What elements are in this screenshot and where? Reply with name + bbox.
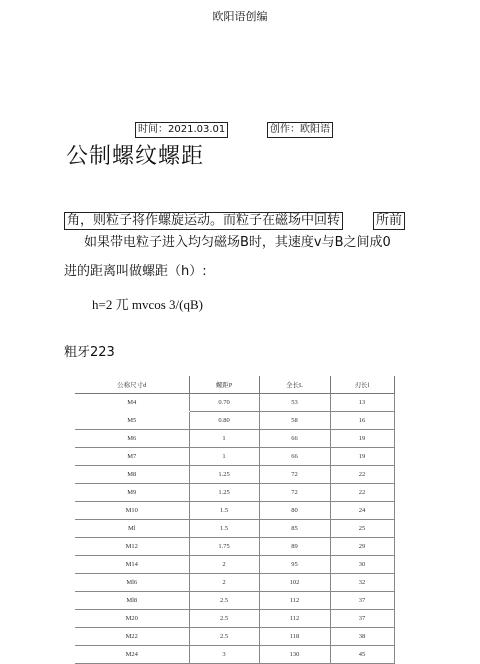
table-row bbox=[75, 574, 394, 592]
cell-edge-length: 22 bbox=[330, 466, 394, 484]
cell-length: 58 bbox=[259, 412, 330, 430]
cell-size: M10 bbox=[75, 502, 189, 520]
thread-pitch-table bbox=[75, 376, 395, 664]
cell-edge-length: 13 bbox=[330, 394, 394, 412]
table-row bbox=[75, 502, 394, 520]
cell-edge-length: 37 bbox=[330, 592, 394, 610]
table-row bbox=[75, 394, 394, 412]
table-row bbox=[75, 538, 394, 556]
cell-pitch: 1.25 bbox=[189, 466, 259, 484]
table-row bbox=[75, 430, 394, 448]
cell-edge-length: 24 bbox=[330, 502, 394, 520]
cell-edge-length: 19 bbox=[330, 430, 394, 448]
cell-edge-length: 22 bbox=[330, 484, 394, 502]
cell-pitch: 0.70 bbox=[189, 394, 259, 412]
header-cutting-length: 刃长l bbox=[330, 376, 394, 394]
cell-edge-length: 19 bbox=[330, 448, 394, 466]
cell-length: 95 bbox=[259, 556, 330, 574]
table-row bbox=[75, 484, 394, 502]
cell-length: 66 bbox=[259, 430, 330, 448]
cell-pitch: 1 bbox=[189, 448, 259, 466]
cell-length: 66 bbox=[259, 448, 330, 466]
cell-size: M4 bbox=[127, 399, 137, 406]
cell-pitch: 0.80 bbox=[189, 412, 259, 430]
cell-size: Ml8 bbox=[75, 592, 189, 610]
cell-pitch: 2 bbox=[189, 556, 259, 574]
cell-length: 85 bbox=[259, 520, 330, 538]
cell-size: M9 bbox=[75, 484, 189, 502]
cell-edge-length: 29 bbox=[330, 538, 394, 556]
cell-pitch: 3 bbox=[189, 646, 259, 664]
cell-length: 112 bbox=[259, 610, 330, 628]
cell-length: 130 bbox=[259, 646, 330, 664]
section-heading: 粗牙223 bbox=[64, 345, 115, 360]
cell-length: 89 bbox=[259, 538, 330, 556]
table-row bbox=[75, 628, 394, 646]
table-row bbox=[75, 592, 394, 610]
cell-edge-length: 25 bbox=[330, 520, 394, 538]
cell-edge-length: 45 bbox=[330, 646, 394, 664]
table-row bbox=[75, 412, 394, 430]
header-pitch: 螺距P bbox=[189, 376, 259, 394]
cell-edge-length: 30 bbox=[330, 556, 394, 574]
cell-length: 112 bbox=[259, 592, 330, 610]
cell-size: M14 bbox=[75, 556, 189, 574]
cell-pitch: 1 bbox=[189, 430, 259, 448]
page-header: 欧阳语创编 bbox=[212, 10, 268, 23]
cell-size: M7 bbox=[75, 448, 189, 466]
document-title: 公制螺纹螺距 bbox=[66, 144, 205, 169]
body-line-1-end: 所前 bbox=[373, 212, 405, 230]
cell-size: M5 bbox=[75, 412, 189, 430]
cell-edge-length: 37 bbox=[330, 610, 394, 628]
time-stamp: 时间：2021.03.01 bbox=[135, 122, 228, 138]
cell-length: 72 bbox=[259, 484, 330, 502]
cell-size: Ml6 bbox=[75, 574, 189, 592]
table-header-row bbox=[75, 376, 394, 394]
table-row bbox=[75, 520, 394, 538]
cell-size: M8 bbox=[75, 466, 189, 484]
table-row bbox=[75, 556, 394, 574]
body-line-3: 进的距离叫做螺距（h）: bbox=[64, 264, 207, 279]
table-row bbox=[75, 466, 394, 484]
cell-pitch: 1.5 bbox=[189, 520, 259, 538]
body-line-1: 角，则粒子将作螺旋运动。而粒子在磁场中回转 bbox=[64, 212, 343, 230]
cell-size: M6 bbox=[75, 430, 189, 448]
cell-edge-length: 32 bbox=[330, 574, 394, 592]
pitch-formula: h=2 兀 mvcos 3/(qB) bbox=[92, 297, 203, 312]
cell-length: 72 bbox=[259, 466, 330, 484]
cell-pitch: 2.5 bbox=[189, 592, 259, 610]
body-line-2: 如果带电粒子进入均匀磁场B时，其速度v与B之间成0 bbox=[84, 235, 391, 250]
table-row bbox=[75, 448, 394, 466]
cell-size: M24 bbox=[75, 646, 189, 664]
cell-pitch: 1.5 bbox=[189, 502, 259, 520]
header-nominal-size: 公称尺寸d bbox=[75, 376, 189, 394]
cell-edge-length: 16 bbox=[330, 412, 394, 430]
header-total-length: 全长L bbox=[259, 376, 330, 394]
cell-pitch: 2 bbox=[189, 574, 259, 592]
cell-size: M22 bbox=[75, 628, 189, 646]
cell-size: M12 bbox=[75, 538, 189, 556]
cell-length: 118 bbox=[259, 628, 330, 646]
cell-length: 80 bbox=[259, 502, 330, 520]
author-label: 创作：欧阳语 bbox=[267, 122, 333, 138]
cell-pitch: 1.75 bbox=[189, 538, 259, 556]
cell-pitch: 2.5 bbox=[189, 628, 259, 646]
cell-length: 53 bbox=[259, 394, 330, 412]
cell-size: M20 bbox=[75, 610, 189, 628]
table-row bbox=[75, 610, 394, 628]
cell-edge-length: 38 bbox=[330, 628, 394, 646]
table-row bbox=[75, 646, 394, 664]
cell-pitch: 2.5 bbox=[189, 610, 259, 628]
cell-pitch: 1.25 bbox=[189, 484, 259, 502]
cell-length: 102 bbox=[259, 574, 330, 592]
cell-size: Ml bbox=[75, 520, 189, 538]
